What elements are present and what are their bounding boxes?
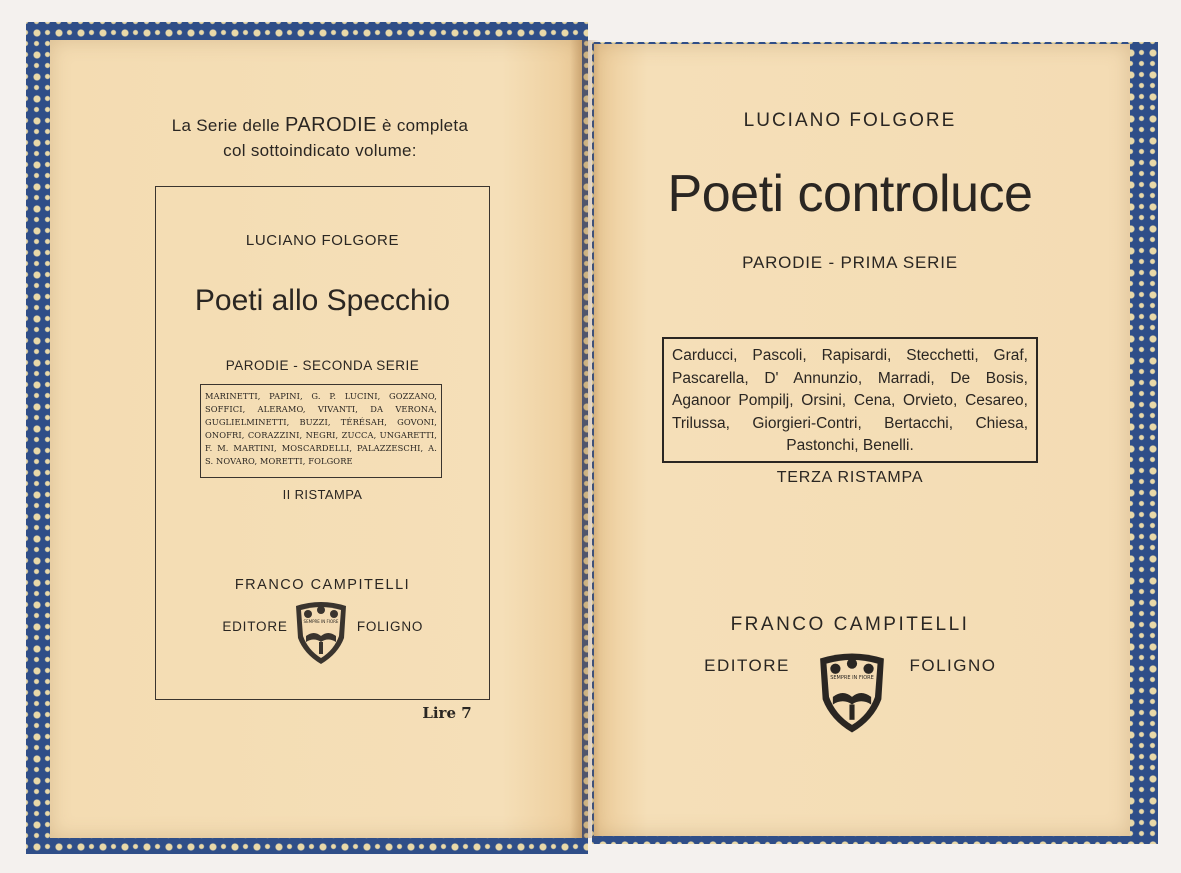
notice-series-name: PARODIE — [284, 114, 378, 136]
publisher-emblem-icon — [292, 600, 350, 666]
right-city: FOLIGNO — [909, 656, 997, 675]
emblem-motto: SEMPRE IN FIORE — [830, 675, 874, 681]
left-subtitle: PARODIE - SECONDA SERIE — [225, 358, 420, 373]
right-poets-list: Carducci, Pascoli, Rapisardi, Stecchetti, Graf, Pascarella, D' Annunzio, Marradi, De Bosis, Aganoor Pompilj, Orsini, Cena, Orvieto, Cesareo, Trilussa, Giorgieri-Contri, Bertacchi, Chiesa, Pastonchi, Benelli. — [672, 347, 1028, 454]
notice-text: La Serie delle — [171, 116, 280, 135]
left-poets-list: MARINETTI, PAPINI, G. P. LUCINI, GOZZANO, SOFFICI, ALERAMO, VIVANTI, DA VERONA, GUGLIELMINETTI, BUZZI, TÉRÉSAH, GOVONI, ONOFRI, CORAZZINI, NEGRI, ZUCCA, UNGARETTI, F. M. MARTINI, MOSCARDELLI, PALAZZESCHI, A. S. NOVARO, MORETTI, FOLGORE — [205, 391, 437, 467]
right-subtitle: PARODIE - PRIMA SERIE — [742, 253, 958, 272]
left-publisher-role: EDITORE — [222, 619, 288, 634]
notice-text: è completa — [382, 116, 469, 135]
right-title: Poeti controluce — [667, 165, 1033, 223]
series-notice-line2: col sottoindicato volume: — [223, 141, 417, 160]
left-city: FOLIGNO — [356, 619, 424, 634]
right-publisher: FRANCO CAMPITELLI — [730, 614, 970, 635]
left-publisher: FRANCO CAMPITELLI — [234, 577, 411, 593]
right-edition: TERZA RISTAMPA — [776, 469, 924, 486]
left-edition: II RISTAMPA — [282, 487, 363, 502]
right-publisher-role: EDITORE — [704, 656, 790, 675]
series-notice-line1 — [140, 114, 500, 137]
price-label: Lire 7 — [422, 704, 472, 722]
emblem-motto: SEMPRE IN FIORE — [303, 619, 339, 624]
publisher-emblem-icon — [815, 650, 889, 736]
right-author: LUCIANO FOLGORE — [743, 110, 957, 131]
left-title: Poeti allo Specchio — [194, 284, 451, 317]
book-spine — [570, 40, 600, 838]
left-author: LUCIANO FOLGORE — [245, 232, 400, 249]
